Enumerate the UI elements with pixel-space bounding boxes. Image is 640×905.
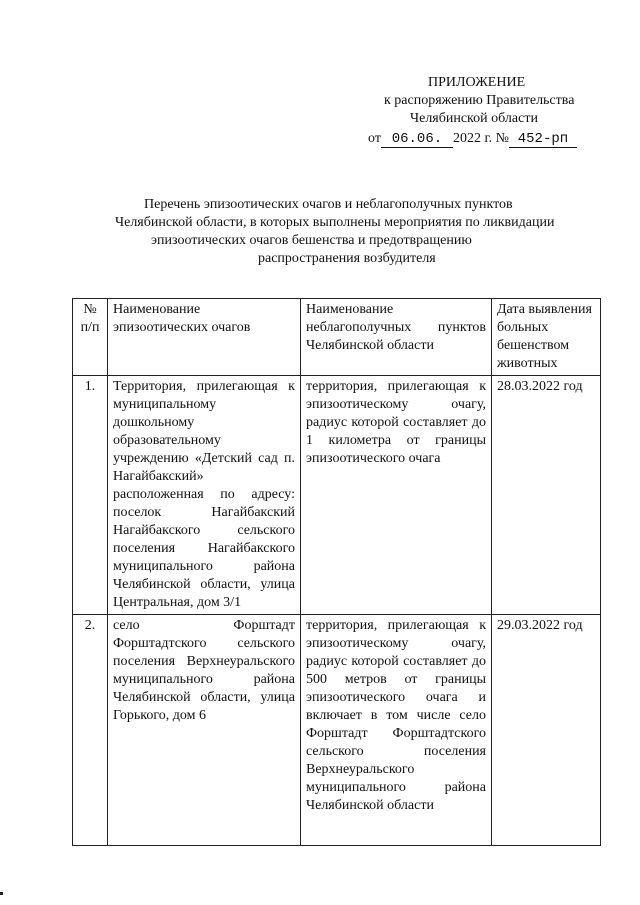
row-points: территория, прилегающая к эпизоотическому очагу, радиус которой составляет до 500 метров от границы эпизоотического очага и включает в том числе село Форштадт Форштадтского сельского поселения Верхнеуральского муниципального района Челябинской области [301, 615, 492, 846]
foci-table [72, 298, 601, 846]
header-line-3: Челябинской области [410, 111, 538, 126]
header-foci: Наименование эпизоотических очагов [108, 299, 301, 376]
row-date: 29.03.2022 год [492, 615, 601, 846]
appendix-label: ПРИЛОЖЕНИЕ [428, 75, 526, 90]
title-line-3: эпизоотических очагов бешенства и предотвращению [151, 233, 472, 248]
order-year: 2022 г. № [452, 131, 509, 146]
header-line-2: к распоряжению Правительства [384, 93, 575, 108]
row-points: территория, прилегающая к эпизоотическому очагу, радиус которой составляет до 1 километра от границы эпизоотического очага [301, 376, 492, 615]
title-line-4: распространения возбудителя [258, 251, 436, 266]
title-line-1: Перечень эпизоотических очагов и неблагополучных пунктов [144, 197, 513, 212]
row-num: 2. [73, 615, 108, 846]
table-row [73, 615, 601, 846]
row-foci: Территория, прилегающая к муниципальному дошкольному образовательному учреждению «Детский сад п. Нагайбакский» расположенная по адресу: поселок Нагайбакский Нагайбакского сельского поселения Нагайбакского муниципального района Челябинской области, улица Центральная, дом 3/1 [108, 376, 301, 615]
row-num: 1. [73, 376, 108, 615]
row-foci: село Форштадт Форштадтского сельского поселения Верхнеуральского муниципального района Челябинской области, улица Горького, дом 6 [108, 615, 301, 846]
header-date: Дата выявления больных бешенством животных [492, 299, 601, 376]
header-num: № п/п [73, 299, 108, 376]
table-row [73, 376, 601, 615]
row-date: 28.03.2022 год [492, 376, 601, 615]
order-date: 06.06. [381, 132, 453, 148]
header-points: Наименование неблагополучных пунктов Челябинской области [301, 299, 492, 376]
order-reference [368, 130, 577, 148]
scan-mark [0, 892, 3, 895]
order-number: 452-рп [509, 132, 577, 148]
from-label: от [368, 131, 381, 146]
title-line-2: Челябинской области, в которых выполнены мероприятия по ликвидации [115, 215, 555, 230]
table-header-row [73, 299, 601, 376]
